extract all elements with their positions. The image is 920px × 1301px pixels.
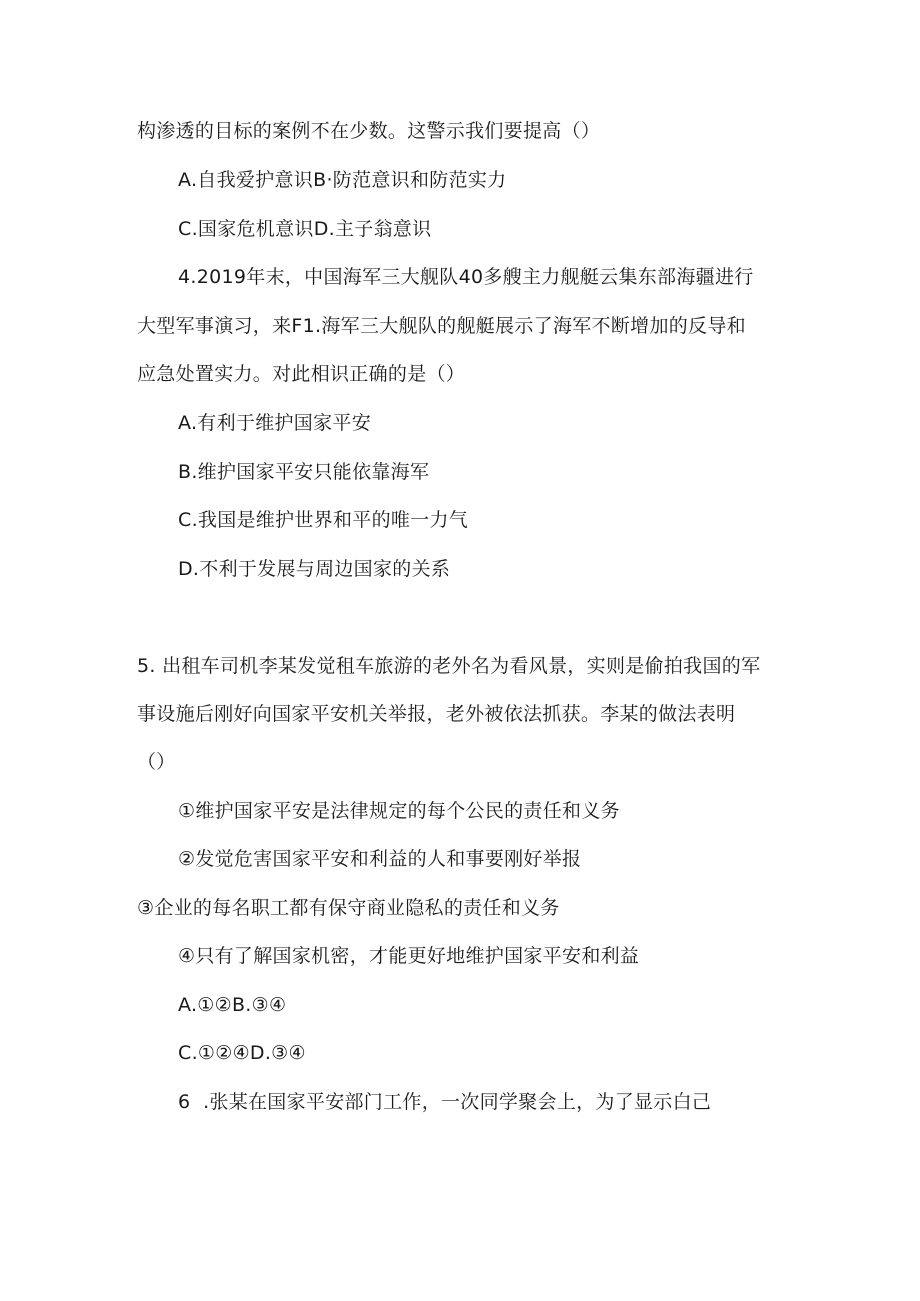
- q4-option-a: A.有利于维护国家平安: [178, 412, 372, 434]
- q5-statement-2: ②发觉危害国家平安和利益的人和事要刚好举报: [178, 848, 582, 870]
- q6-stem-line-1: 6 .张某在国家平安部门工作，一次同学聚会上，为了显示白己: [178, 1091, 712, 1113]
- q5-statement-4: ④只有了解国家机密，才能更好地维护国家平安和利益: [178, 945, 640, 967]
- q3-option-cd: C.国家危机意识D.主子翁意识: [178, 218, 432, 240]
- q4-option-b: B.维护国家平安只能依靠海军: [178, 461, 430, 483]
- q4-stem-line-1: 4.2019年末，中国海军三大舰队40多艘主力舰艇云集东部海疆进行: [178, 266, 754, 288]
- q4-stem-line-2: 大型军事演习，来F1.海军三大舰队的舰艇展示了海军不断增加的反导和: [137, 315, 746, 337]
- q3-option-ab: A.自我爱护意识B·防范意识和防范实力: [178, 169, 507, 191]
- q5-option-cd: C.①②④D.③④: [178, 1042, 306, 1064]
- q5-option-ab: A.①②B.③④: [178, 994, 287, 1016]
- q3-continuation: 构渗透的目标的案例不在少数。这警示我们要提高（）: [137, 120, 601, 142]
- q5-stem-line-2: 事设施后刚好向国家平安机关举报，老外被依法抓获。李某的做法表明: [137, 703, 736, 725]
- q5-stem-line-3: （）: [137, 751, 176, 773]
- q5-stem-line-1: 5. 出租车司机李某发觉租车旅游的老外名为看风景，实则是偷拍我国的军: [137, 655, 761, 677]
- q5-statement-1: ①维护国家平安是法律规定的每个公民的责任和义务: [178, 800, 620, 822]
- q4-stem-line-3: 应急处置实力。对此相识正确的是（）: [137, 363, 466, 385]
- q4-option-c: C.我国是维护世界和平的唯一力气: [178, 509, 469, 531]
- q4-option-d: D.不利于发展与周边国家的关系: [178, 558, 451, 580]
- q5-statement-3: ③企业的每名职工都有保守商业隐私的责任和义务: [137, 897, 560, 919]
